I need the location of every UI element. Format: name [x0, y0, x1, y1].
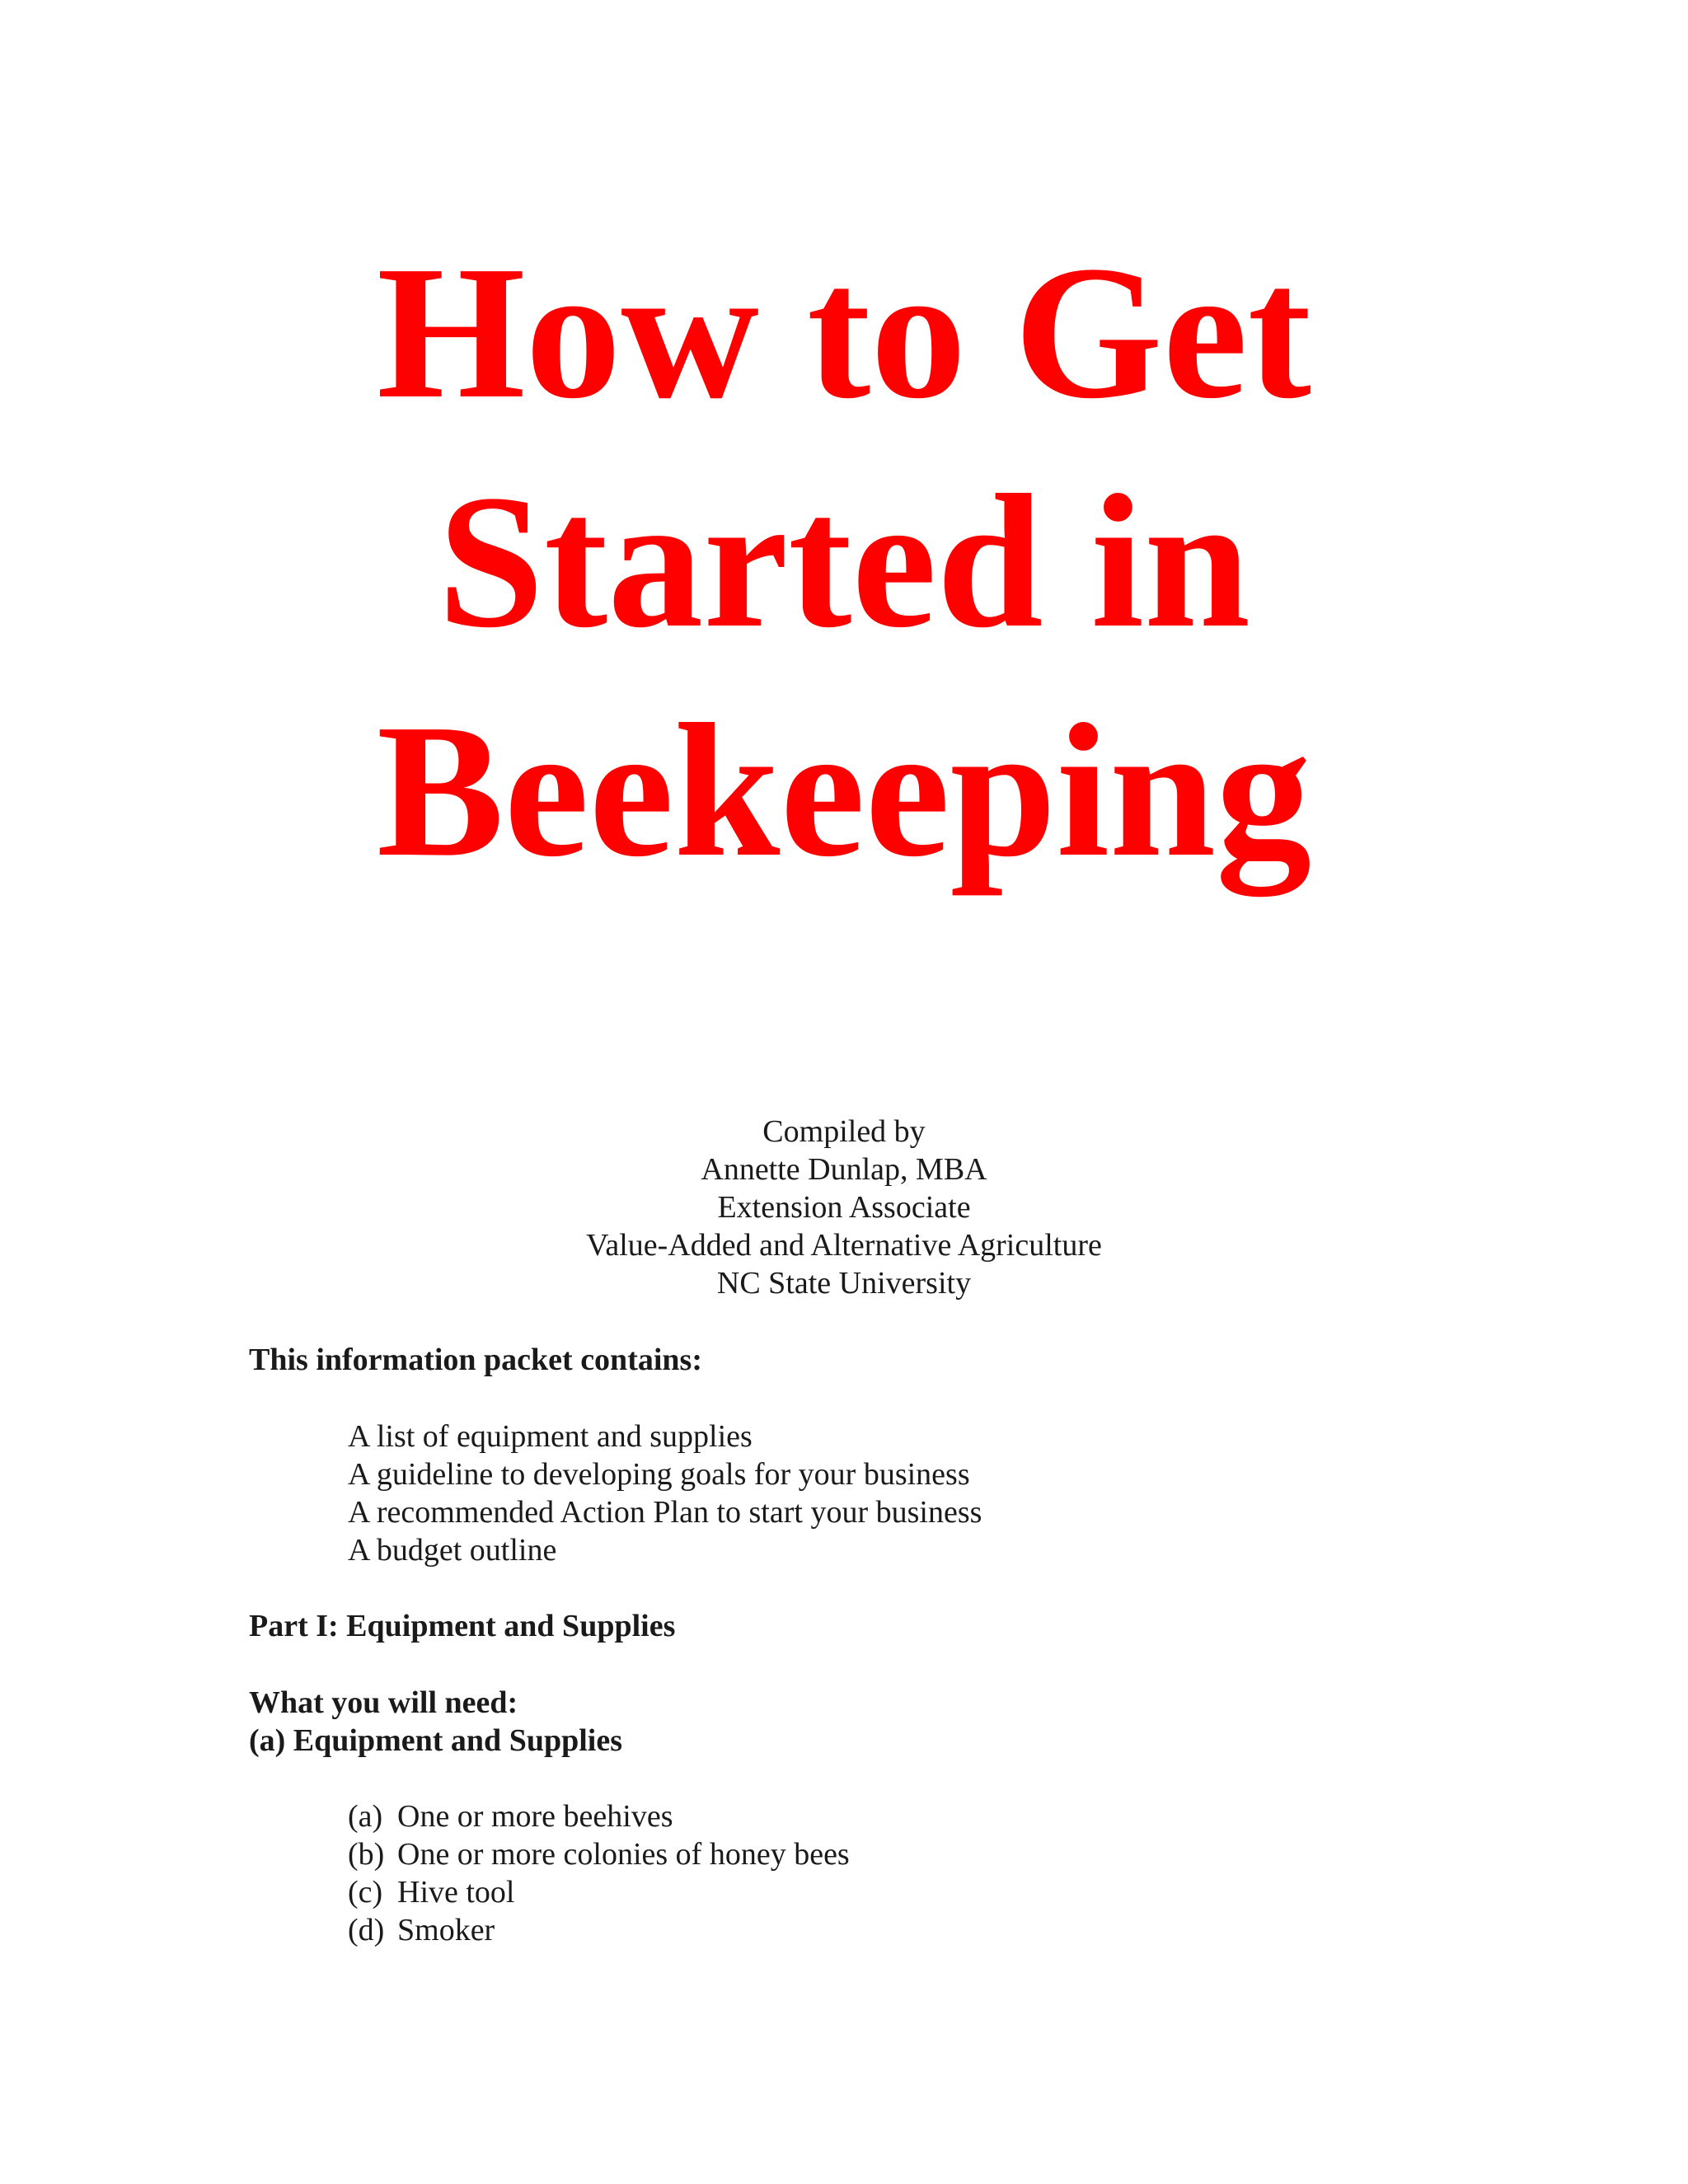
equipment-list	[348, 1797, 850, 1949]
list-item-text: Smoker	[397, 1913, 495, 1947]
list-item: A guideline to developing goals for your business	[348, 1457, 970, 1492]
compiled-by-label: Compiled by	[762, 1114, 926, 1149]
list-marker: (c)	[348, 1875, 383, 1910]
list-item	[348, 1911, 850, 1949]
title-line-3: Beekeeping	[376, 685, 1312, 897]
list-item	[348, 1873, 850, 1911]
list-item-text: One or more beehives	[397, 1799, 673, 1834]
title-line-2: Started in	[438, 456, 1250, 668]
list-item	[348, 1835, 850, 1873]
list-marker: (d)	[348, 1913, 385, 1947]
author-department: Value-Added and Alternative Agriculture	[586, 1228, 1102, 1263]
needs-heading: What you will need:	[249, 1685, 518, 1720]
packet-contents-heading: This information packet contains:	[249, 1343, 702, 1377]
packet-contents-list	[348, 1418, 982, 1569]
title-line-1: How to Get	[377, 227, 1311, 438]
author-name: Annette Dunlap, MBA	[701, 1152, 987, 1187]
list-marker: (a)	[348, 1799, 383, 1834]
author-position: Extension Associate	[717, 1190, 971, 1225]
list-item-text: Hive tool	[397, 1875, 515, 1910]
part-1-heading: Part I: Equipment and Supplies	[249, 1609, 676, 1643]
list-item: A budget outline	[348, 1533, 557, 1568]
document-title	[0, 218, 1688, 906]
credits-block	[0, 1113, 1688, 1302]
list-item: A recommended Action Plan to start your business	[348, 1495, 982, 1530]
equipment-subheading: (a) Equipment and Supplies	[249, 1723, 622, 1758]
list-item-text: One or more colonies of honey bees	[397, 1837, 850, 1872]
author-institution: NC State University	[716, 1266, 972, 1301]
list-item	[348, 1797, 850, 1835]
list-marker: (b)	[348, 1837, 385, 1872]
list-item: A list of equipment and supplies	[348, 1419, 753, 1454]
